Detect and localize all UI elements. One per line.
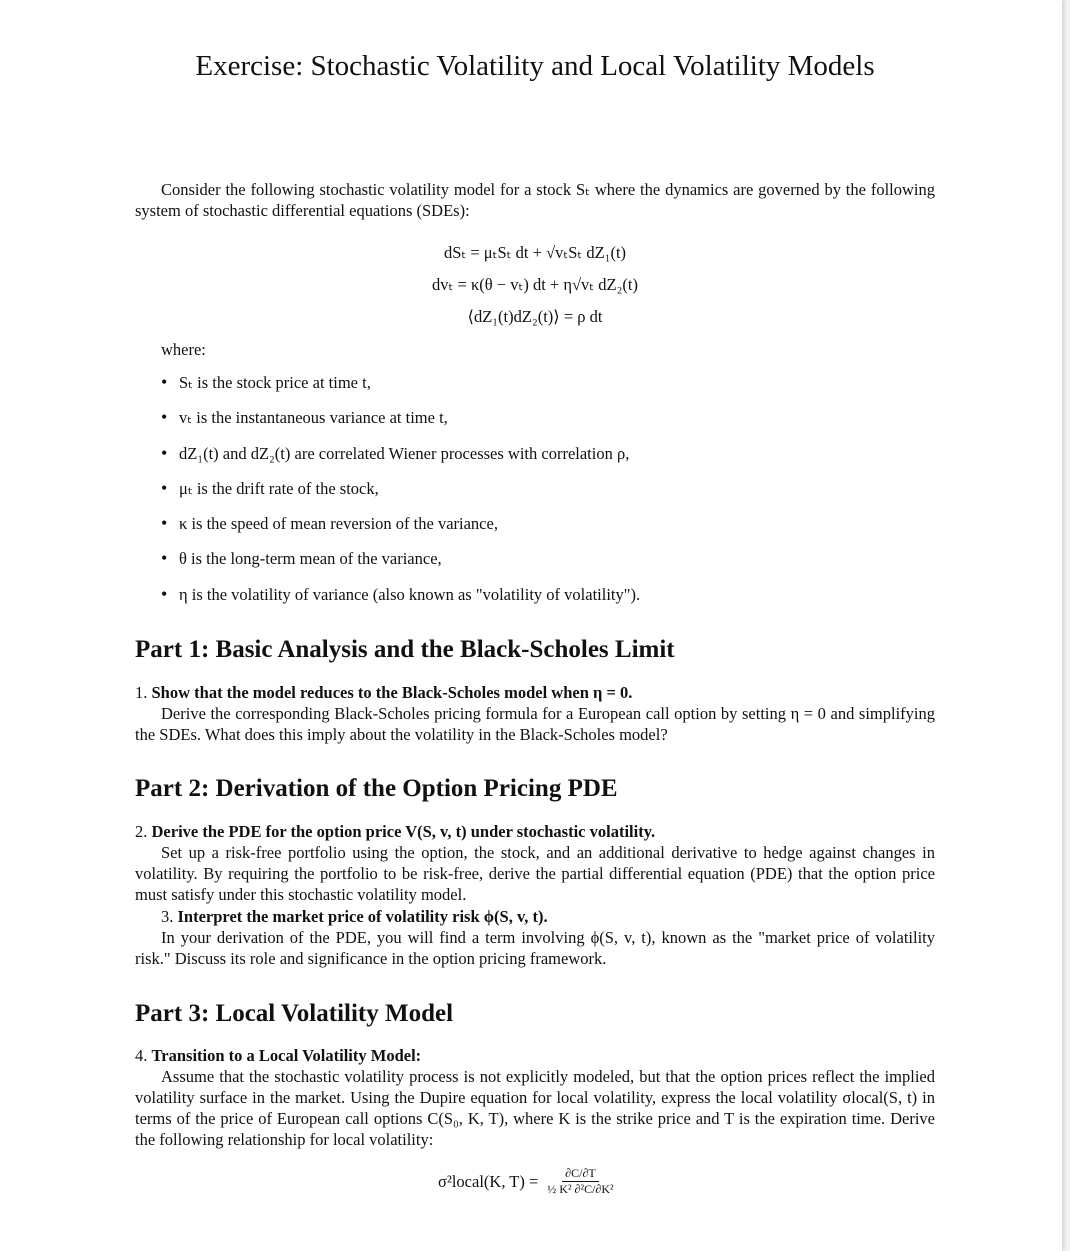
- list-item: • μₜ is the drift rate of the stock,: [161, 478, 640, 513]
- question-4-number: 4.: [135, 1046, 148, 1065]
- question-3-number: 3.: [161, 907, 174, 926]
- part2-heading: Part 2: Derivation of the Option Pricing PDE: [135, 775, 618, 802]
- list-item: • θ is the long-term mean of the variance,: [161, 548, 640, 583]
- equation-correlation: ⟨dZ₁(t)dZ₂(t)⟩ = ρ dt: [467, 307, 603, 326]
- definitions-list: [161, 372, 640, 619]
- question-4: [135, 1045, 935, 1066]
- question-1-title: Show that the model reduces to the Black-Scholes model when η = 0.: [151, 683, 633, 702]
- question-2-number: 2.: [135, 822, 148, 841]
- list-item: • κ is the speed of mean reversion of the variance,: [161, 513, 640, 548]
- question-4-body: Assume that the stochastic volatility process is not explicitly modeled, but that the option prices reflect the implied volatility surface in the market. Using the Dupire equation for local volatility, express the local volatility σlocal(S, t) in terms of the price of European call options C(S₀, K, T), where K is the strike price and T is the expiration time. Derive the following relationship for local volatility:: [135, 1067, 935, 1149]
- question-3-body: In your derivation of the PDE, you will find a term involving ϕ(S, v, t), known as the "market price of volatility risk." Discuss its role and significance in the option pricing framework.: [135, 928, 935, 968]
- formula-lhs: σ²local(K, T) =: [438, 1171, 539, 1191]
- where-label: where:: [161, 340, 206, 359]
- intro-paragraph: Consider the following stochastic volatility model for a stock Sₜ where the dynamics are governed by the following system of stochastic differential equations (SDEs):: [135, 180, 935, 220]
- equation-variance-sde: dvₜ = κ(θ − vₜ) dt + η√vₜ dZ₂(t): [432, 275, 638, 294]
- list-item: • dZ₁(t) and dZ₂(t) are correlated Wiener processes with correlation ρ,: [161, 443, 640, 478]
- question-1: [135, 682, 935, 703]
- question-1-body: Derive the corresponding Black-Scholes pricing formula for a European call option by setting η = 0 and simplifying the SDEs. What does this imply about the volatility in the Black-Scholes model?: [135, 704, 935, 744]
- equation-stock-sde: dSₜ = μₜSₜ dt + √vₜSₜ dZ₁(t): [443, 243, 627, 262]
- list-item: • Sₜ is the stock price at time t,: [161, 372, 640, 407]
- document-title: Exercise: Stochastic Volatility and Local Volatility Models: [195, 50, 875, 82]
- question-2-body: Set up a risk-free portfolio using the option, the stock, and an additional derivative to hedge against changes in volatility. By requiring the portfolio to be risk-free, derive the partial differential equation (PDE) that the option price must satisfy under this stochastic volatility model.: [135, 843, 935, 904]
- question-3: [161, 906, 961, 927]
- formula-denominator: ½ K² ∂²C/∂K²: [547, 1182, 614, 1196]
- question-4-title: Transition to a Local Volatility Model:: [151, 1046, 422, 1065]
- part3-heading: Part 3: Local Volatility Model: [135, 1000, 454, 1027]
- question-1-number: 1.: [135, 683, 148, 702]
- question-2-title: Derive the PDE for the option price V(S, v, t) under stochastic volatility.: [151, 822, 656, 841]
- question-3-title: Interpret the market price of volatility risk ϕ(S, v, t).: [177, 907, 548, 926]
- list-item: • vₜ is the instantaneous variance at time t,: [161, 407, 640, 442]
- local-volatility-formula: [438, 1166, 617, 1197]
- part1-heading: Part 1: Basic Analysis and the Black-Scholes Limit: [135, 636, 675, 663]
- formula-fraction: [544, 1166, 616, 1197]
- list-item: • η is the volatility of variance (also known as "volatility of volatility").: [161, 584, 640, 619]
- formula-numerator: ∂C/∂T: [562, 1166, 599, 1182]
- question-2: [135, 821, 935, 842]
